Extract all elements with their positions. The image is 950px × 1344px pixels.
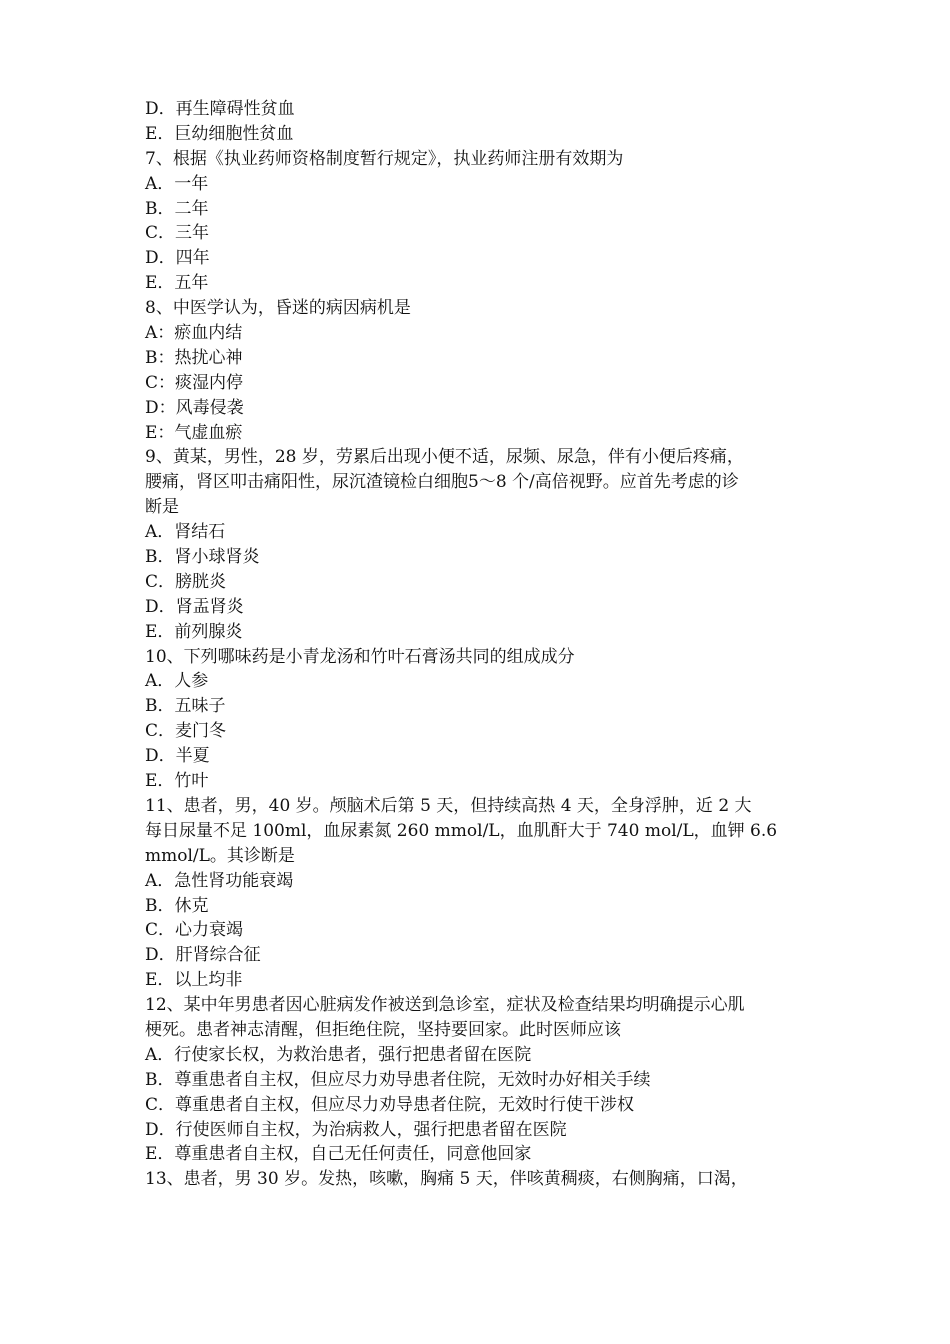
option-line: C．膀胱炎 [145,571,227,592]
option-line: C．尊重患者自主权，但应尽力劝导患者住院，无效时行使干涉权 [145,1094,635,1115]
option-line: A．人参 [145,671,209,692]
question-line: 9、黄某，男性，28 岁，劳累后出现小便不适，尿频、尿急，伴有小便后疼痛， [145,447,744,468]
option-line: B．肾小球肾炎 [145,547,260,568]
option-line: E．巨幼细胞性贫血 [145,123,294,144]
option-line: B．休克 [145,895,209,916]
option-line: B．五味子 [145,696,226,717]
question-line: 11、患者，男，40 岁。颅脑术后第 5 天，但持续高热 4 天，全身浮肿，近 2 大 [145,795,752,816]
question-line: 13、患者，男 30 岁。发热，咳嗽，胸痛 5 天，伴咳黄稠痰，右侧胸痛，口渴， [145,1169,748,1190]
document-body [145,97,807,1192]
option-line: B：热扰心神 [145,347,243,368]
option-line: A．急性肾功能衰竭 [145,870,294,891]
option-line: D．肝肾综合征 [145,945,261,966]
option-line: A：瘀血内结 [145,323,243,344]
question-line: 10、下列哪味药是小青龙汤和竹叶石膏汤共同的组成成分 [145,646,575,667]
option-line: B．尊重患者自主权，但应尽力劝导患者住院，无效时办好相关手续 [145,1069,651,1090]
option-line: D．再生障碍性贫血 [145,99,295,119]
question-line: mmol/L。其诊断是 [145,845,295,866]
option-line: A．一年 [145,173,209,194]
option-line: E：气虚血瘀 [145,422,243,443]
option-line: E．竹叶 [145,771,209,792]
question-line: 7、根据《执业药师资格制度暂行规定》，执业药师注册有效期为 [145,148,624,169]
option-line: D：风毒侵袭 [145,397,244,418]
question-line: 梗死。患者神志清醒，但拒绝住院，坚持要回家。此时医师应该 [145,1019,621,1040]
option-line: D．肾盂肾炎 [145,596,244,617]
question-line: 8、中医学认为，昏迷的病因病机是 [145,298,411,319]
question-line: 断是 [145,497,179,518]
option-line: C：痰湿内停 [145,372,244,393]
option-line: E．五年 [145,273,209,294]
question-line: 每日尿量不足 100ml，血尿素氮 260 mmol/L，血肌酐大于 740 mol/L，血钾 6.6 [145,820,778,841]
option-line: D．行使医师自主权，为治病救人，强行把患者留在医院 [145,1119,567,1140]
option-line: B．二年 [145,198,209,219]
option-line: A．肾结石 [145,522,226,543]
question-line: 12、某中年男患者因心脏病发作被送到急诊室，症状及检查结果均明确提示心肌 [145,995,745,1016]
option-line: E．尊重患者自主权，自己无任何责任，同意他回家 [145,1144,532,1165]
question-line: 腰痛，肾区叩击痛阳性，尿沉渣镜检白细胞5～8 个/高倍视野。应首先考虑的诊 [145,472,739,493]
option-line: D．四年 [145,248,210,269]
option-line: C．麦门冬 [145,721,227,742]
option-line: E．以上均非 [145,970,243,991]
option-line: A．行使家长权，为救治患者，强行把患者留在医院 [145,1044,532,1065]
option-line: C．心力衰竭 [145,920,244,941]
option-line: E．前列腺炎 [145,621,243,642]
option-line: C．三年 [145,223,210,244]
option-line: D．半夏 [145,746,210,767]
